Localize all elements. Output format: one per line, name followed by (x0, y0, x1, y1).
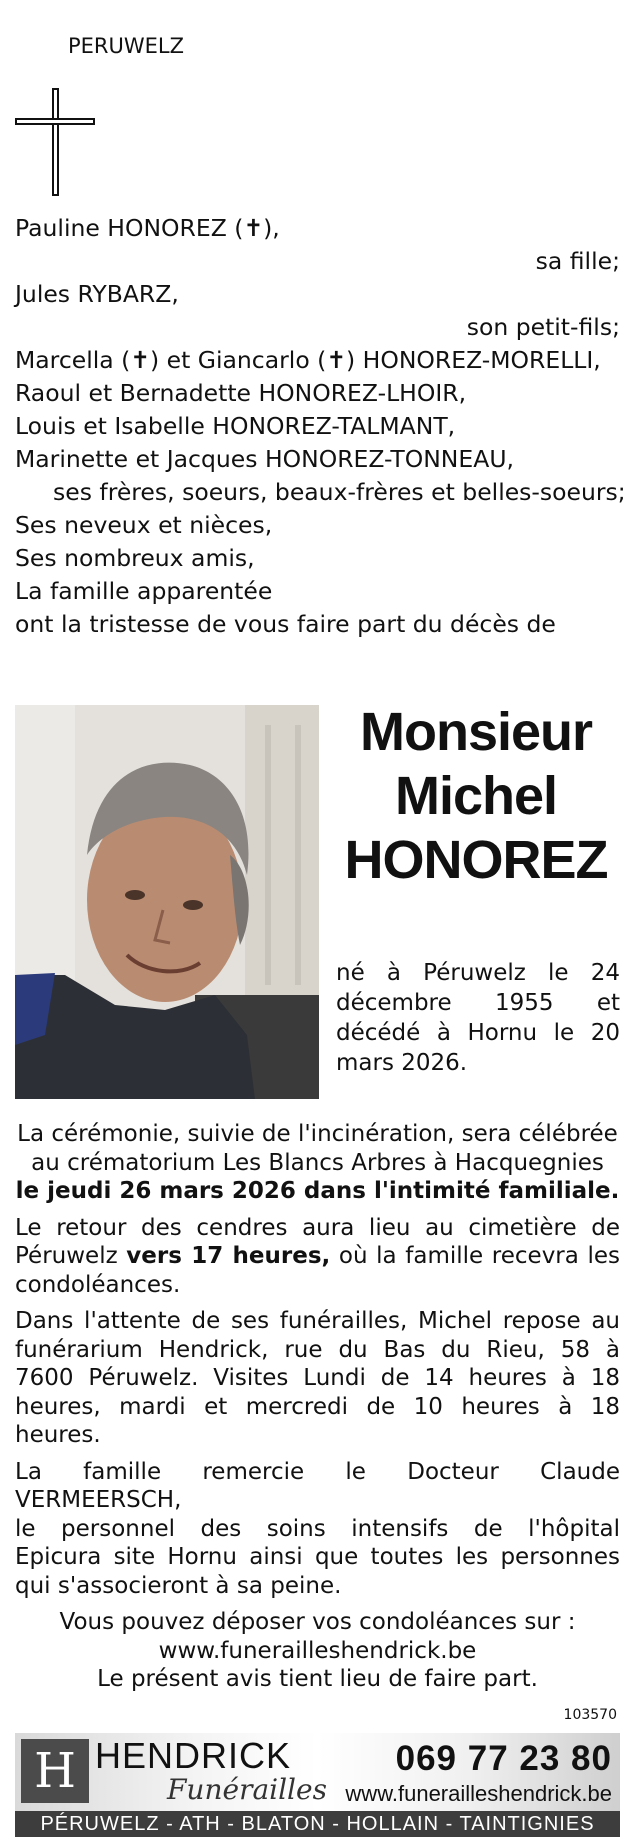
thanks-line: le personnel des soins intensifs de l'hôpital (15, 1515, 620, 1542)
rest-line: 7600 Péruwelz. Visites Lundi de 14 heures à 18 (15, 1365, 620, 1391)
dates-line: mars 2026. (336, 1050, 468, 1076)
deceased-last-name: HONOREZ (344, 830, 608, 890)
dates-line: décembre 1955 et (336, 990, 620, 1016)
thanks-line: La famille remercie le Docteur Claude VERMEERSCH, (15, 1458, 620, 1513)
family-list (15, 212, 626, 641)
ashes-paragraph (15, 1214, 620, 1300)
obituary-details (15, 1120, 620, 1702)
rest-line: Dans l'attente de ses funérailles, Michel repose au (15, 1308, 620, 1334)
ashes-line: Le retour des cendres aura lieu au cimetière de (15, 1214, 620, 1241)
family-line: Marcella (✝) et Giancarlo (✝) HONOREZ-MORELLI, (15, 346, 601, 374)
city-heading: PERUWELZ (68, 34, 185, 58)
dates-line: décédé à Hornu le 20 (336, 1020, 620, 1046)
condolences-url[interactable]: www.funerailleshendrick.be (158, 1637, 477, 1664)
condolences-paragraph (15, 1608, 620, 1694)
thanks-line: qui s'associeront à sa peine. (15, 1572, 342, 1599)
rest-line: heures. (15, 1422, 101, 1448)
cross-icon (15, 88, 95, 196)
hendrick-logo: H (21, 1739, 89, 1803)
family-line: ses frères, soeurs, beaux-frères et belles-soeurs; (53, 478, 626, 506)
family-line: sa fille; (535, 247, 620, 275)
family-line: Marinette et Jacques HONOREZ-TONNEAU, (15, 445, 514, 473)
ceremony-line: au crématorium Les Blancs Arbres à Hacquegnies (31, 1149, 604, 1176)
brand-name: HENDRICK (95, 1735, 292, 1776)
ceremony-date: le jeudi 26 mars 2026 dans l'intimité familiale. (15, 1178, 620, 1204)
deceased-first-name: Michel (394, 766, 558, 826)
thanks-paragraph (15, 1458, 620, 1601)
locations-bar: PÉRUWELZ - ATH - BLATON - HOLLAIN - TAINTIGNIES (15, 1811, 620, 1837)
ashes-line: Péruwelz vers 17 heures, où la famille recevra les (15, 1243, 620, 1269)
ceremony-line: La cérémonie, suivie de l'incinération, sera célébrée (17, 1121, 618, 1147)
ashes-time: vers 17 heures, (126, 1243, 331, 1269)
family-line: Pauline HONOREZ (✝), (15, 214, 280, 242)
banner-top (15, 1733, 620, 1811)
family-line: Ses nombreux amis, (15, 544, 255, 572)
family-line: Raoul et Bernadette HONOREZ-LHOIR, (15, 379, 467, 407)
deceased-name (330, 700, 622, 892)
rest-paragraph (15, 1307, 620, 1450)
family-line: ont la tristesse de vous faire part du décès de (15, 610, 556, 638)
phone-number[interactable]: 069 77 23 80 (395, 1739, 612, 1778)
brand-subtitle: Funérailles (167, 1773, 327, 1806)
deceased-photo (15, 705, 319, 1099)
family-line: Louis et Isabelle HONOREZ-TALMANT, (15, 412, 456, 440)
funeral-home-banner (15, 1733, 620, 1837)
condolences-line: Vous pouvez déposer vos condoléances sur : (59, 1609, 576, 1635)
ceremony-paragraph (15, 1120, 620, 1206)
dates-line: né à Péruwelz le 24 (336, 960, 620, 986)
rest-line: funérarium Hendrick, rue du Bas du Rieu, 58 à (15, 1336, 620, 1363)
rest-line: heures, mardi et mercredi de 10 heures à 18 (15, 1393, 620, 1420)
notice-line: Le présent avis tient lieu de faire part. (97, 1666, 538, 1692)
deceased-title: Monsieur (359, 702, 593, 762)
family-line: son petit-fils; (466, 313, 620, 341)
thanks-line: Epicura site Hornu ainsi que toutes les personnes (15, 1544, 620, 1570)
family-line: Ses neveux et nièces, (15, 511, 273, 539)
family-line: La famille apparentée (15, 577, 273, 605)
reference-number: 103570 (563, 1707, 617, 1723)
website-link[interactable]: www.funerailleshendrick.be (345, 1781, 612, 1806)
ashes-line: condoléances. (15, 1271, 181, 1298)
birth-death-dates (336, 958, 620, 1078)
family-line: Jules RYBARZ, (15, 280, 179, 308)
